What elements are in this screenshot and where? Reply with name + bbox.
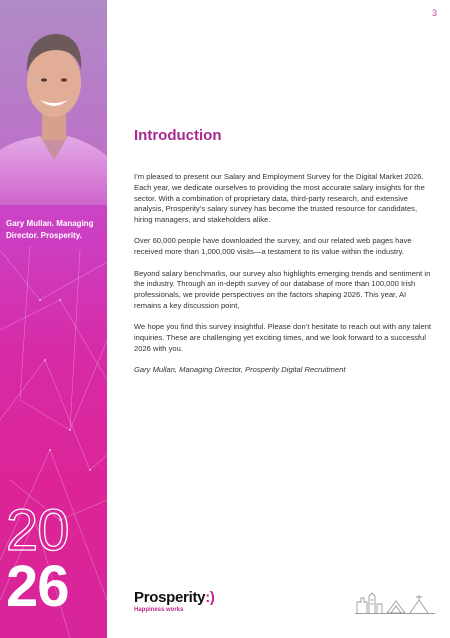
- brand-name: Prosperity: [134, 589, 206, 606]
- page-number: 3: [432, 8, 438, 18]
- landmarks-skyline-icon: [355, 592, 435, 614]
- year-outline-digits: 20: [6, 498, 69, 563]
- brand-smile-icon: :): [205, 589, 215, 606]
- signature-line: Gary Mullan, Managing Director, Prosperity Digital Recruitment: [134, 365, 346, 375]
- brand-logo: [134, 590, 215, 614]
- intro-body: [134, 172, 434, 376]
- year-display: [6, 498, 106, 619]
- brand-tagline: Happiness works: [134, 607, 184, 613]
- intro-paragraph: We hope you find this survey insightful. Please don’t hesitate to reach out with any talent inquiries. These are challenging yet exciting times, and we look forward to a successful 2026 with you.: [134, 322, 432, 353]
- page-title: Introduction: [134, 127, 222, 144]
- portrait-photo: [0, 0, 107, 205]
- intro-paragraph: Beyond salary benchmarks, our survey also highlights emerging trends and sentiment in the industry. Through an in-depth survey of our database of more than 100,000 Irish professionals, we provide perspectives on the factors shaping 2026. This year, AI remains a key discussion point,: [134, 268, 431, 310]
- intro-paragraph: I’m pleased to present our Salary and Employment Survey for the Digital Market 2026. Each year, we dedicate ourselves to providing the most accurate salary insights for the sector. With a combination of proprietary data, third-party research, and extensive analysis, Prosperity’s salary survey has become the trusted resource for candidates, hiring managers, and stakeholders alike.: [134, 172, 425, 225]
- sidebar-panel: [0, 0, 107, 638]
- intro-paragraph: Over 60,000 people have downloaded the survey, and our related web pages have received more than 1,000,000 visits—a testament to its value within the industry.: [134, 236, 412, 257]
- year-solid-digits: 26: [6, 554, 69, 619]
- brand-wordmark: [134, 590, 215, 606]
- portrait-caption: Gary Mullan. Managing Director. Prosperity.: [6, 219, 94, 240]
